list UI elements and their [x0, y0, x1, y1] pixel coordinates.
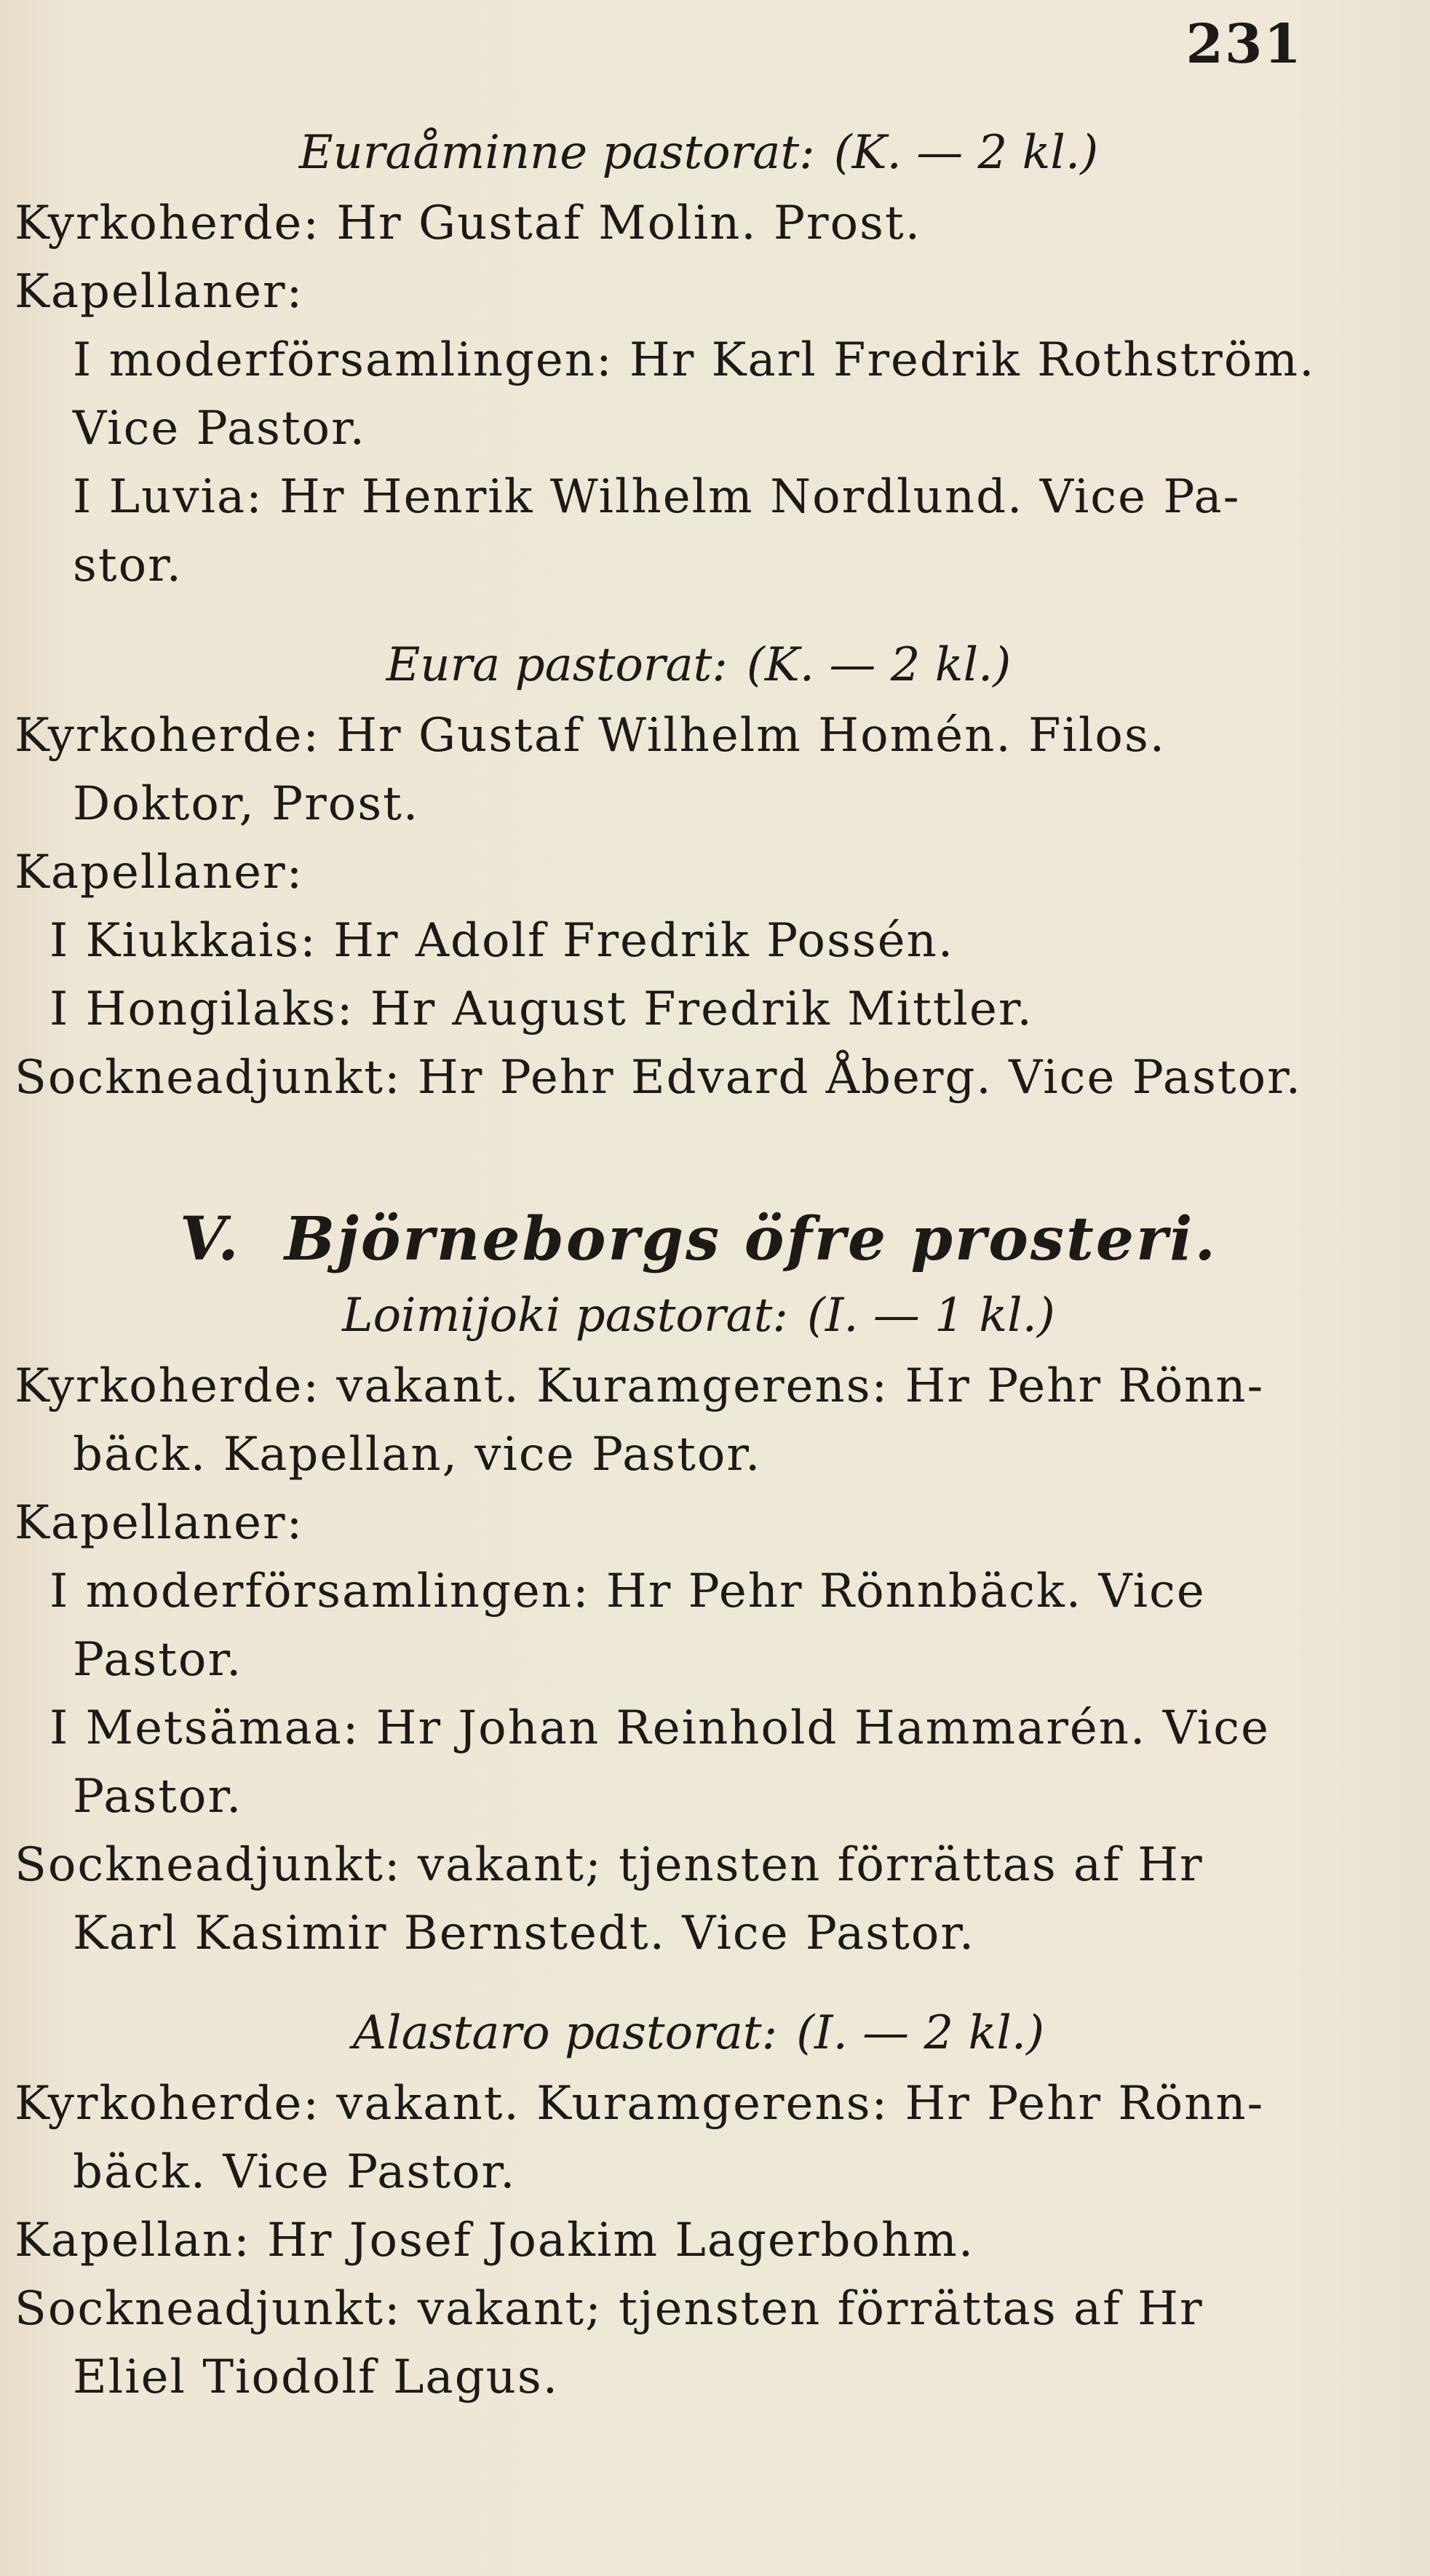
text-line: I Kiukkais: Hr Adolf Fredrik Possén.: [49, 914, 955, 968]
text-line: Pastor.: [73, 1770, 243, 1824]
text-line: I moderförsamlingen: Hr Pehr Rönnbäck. Vice: [49, 1565, 1206, 1618]
parish-heading-eura: [15, 629, 1383, 701]
text-line: Sockneadjunkt: Hr Pehr Edvard Åberg. Vice Pastor.: [15, 1051, 1303, 1105]
parish-class: (I. — 1 kl.): [806, 1289, 1055, 1343]
parish-name: Eura pastorat:: [386, 638, 728, 692]
text-line: Kapellan: Hr Josef Joakim Lagerbohm.: [15, 2214, 975, 2267]
section-number: V.: [179, 1204, 241, 1274]
parish-heading-alastaro: [15, 1997, 1383, 2070]
text-line: I Luvia: Hr Henrik Wilhelm Nordlund. Vice Pa-: [73, 470, 1241, 524]
parish-heading-loimijoki: [15, 1279, 1383, 1352]
parish-heading-euraaminne: [15, 116, 1383, 189]
text-line: bäck. Vice Pastor.: [73, 2145, 517, 2199]
text-line: Kyrkoherde: vakant. Kuramgerens: Hr Pehr Rönn-: [15, 1359, 1265, 1413]
parish-name: Euraåminne pastorat:: [298, 126, 815, 180]
text-line: Karl Kasimir Bernstedt. Vice Pastor.: [73, 1907, 976, 1960]
text-line: Eliel Tiodolf Lagus.: [73, 2350, 560, 2404]
text-line: Kapellaner:: [15, 846, 304, 899]
text-line: Vice Pastor.: [73, 402, 366, 456]
text-line: stor.: [73, 538, 183, 592]
text-line: bäck. Kapellan, vice Pastor.: [73, 1428, 762, 1482]
text-line: Kyrkoherde: vakant. Kuramgerens: Hr Pehr Rönn-: [15, 2077, 1265, 2131]
text-line: I Hongilaks: Hr August Fredrik Mittler.: [49, 982, 1033, 1036]
text-line: I moderförsamlingen: Hr Karl Fredrik Rothström.: [73, 333, 1316, 387]
page-body: [15, 116, 1383, 2412]
parish-class: (K. — 2 kl.): [833, 126, 1099, 180]
page-number: 231: [1185, 13, 1303, 76]
section-title: [15, 1199, 1383, 1279]
parish-name: Loimijoki pastorat:: [342, 1289, 788, 1343]
text-line: Kyrkoherde: Hr Gustaf Wilhelm Homén. Filos.: [15, 709, 1167, 763]
section-name: Björneborgs öfre prosteri.: [284, 1204, 1218, 1274]
parish-name: Alastaro pastorat:: [352, 2006, 778, 2060]
text-line: Kapellaner:: [15, 265, 304, 319]
parish-class: (K. — 2 kl.): [746, 638, 1012, 692]
text-line: Doktor, Prost.: [73, 777, 420, 831]
text-line: Kapellaner:: [15, 1496, 304, 1550]
parish-class: (I. — 2 kl.): [796, 2006, 1045, 2060]
text-line: Sockneadjunkt: vakant; tjensten förrättas af Hr: [15, 2282, 1204, 2336]
text-line: Sockneadjunkt: vakant; tjensten förrättas af Hr: [15, 1838, 1204, 1892]
text-line: Pastor.: [73, 1633, 243, 1687]
text-line: Kyrkoherde: Hr Gustaf Molin. Prost.: [15, 196, 922, 250]
text-line: I Metsämaa: Hr Johan Reinhold Hammarén. Vice: [49, 1701, 1270, 1755]
